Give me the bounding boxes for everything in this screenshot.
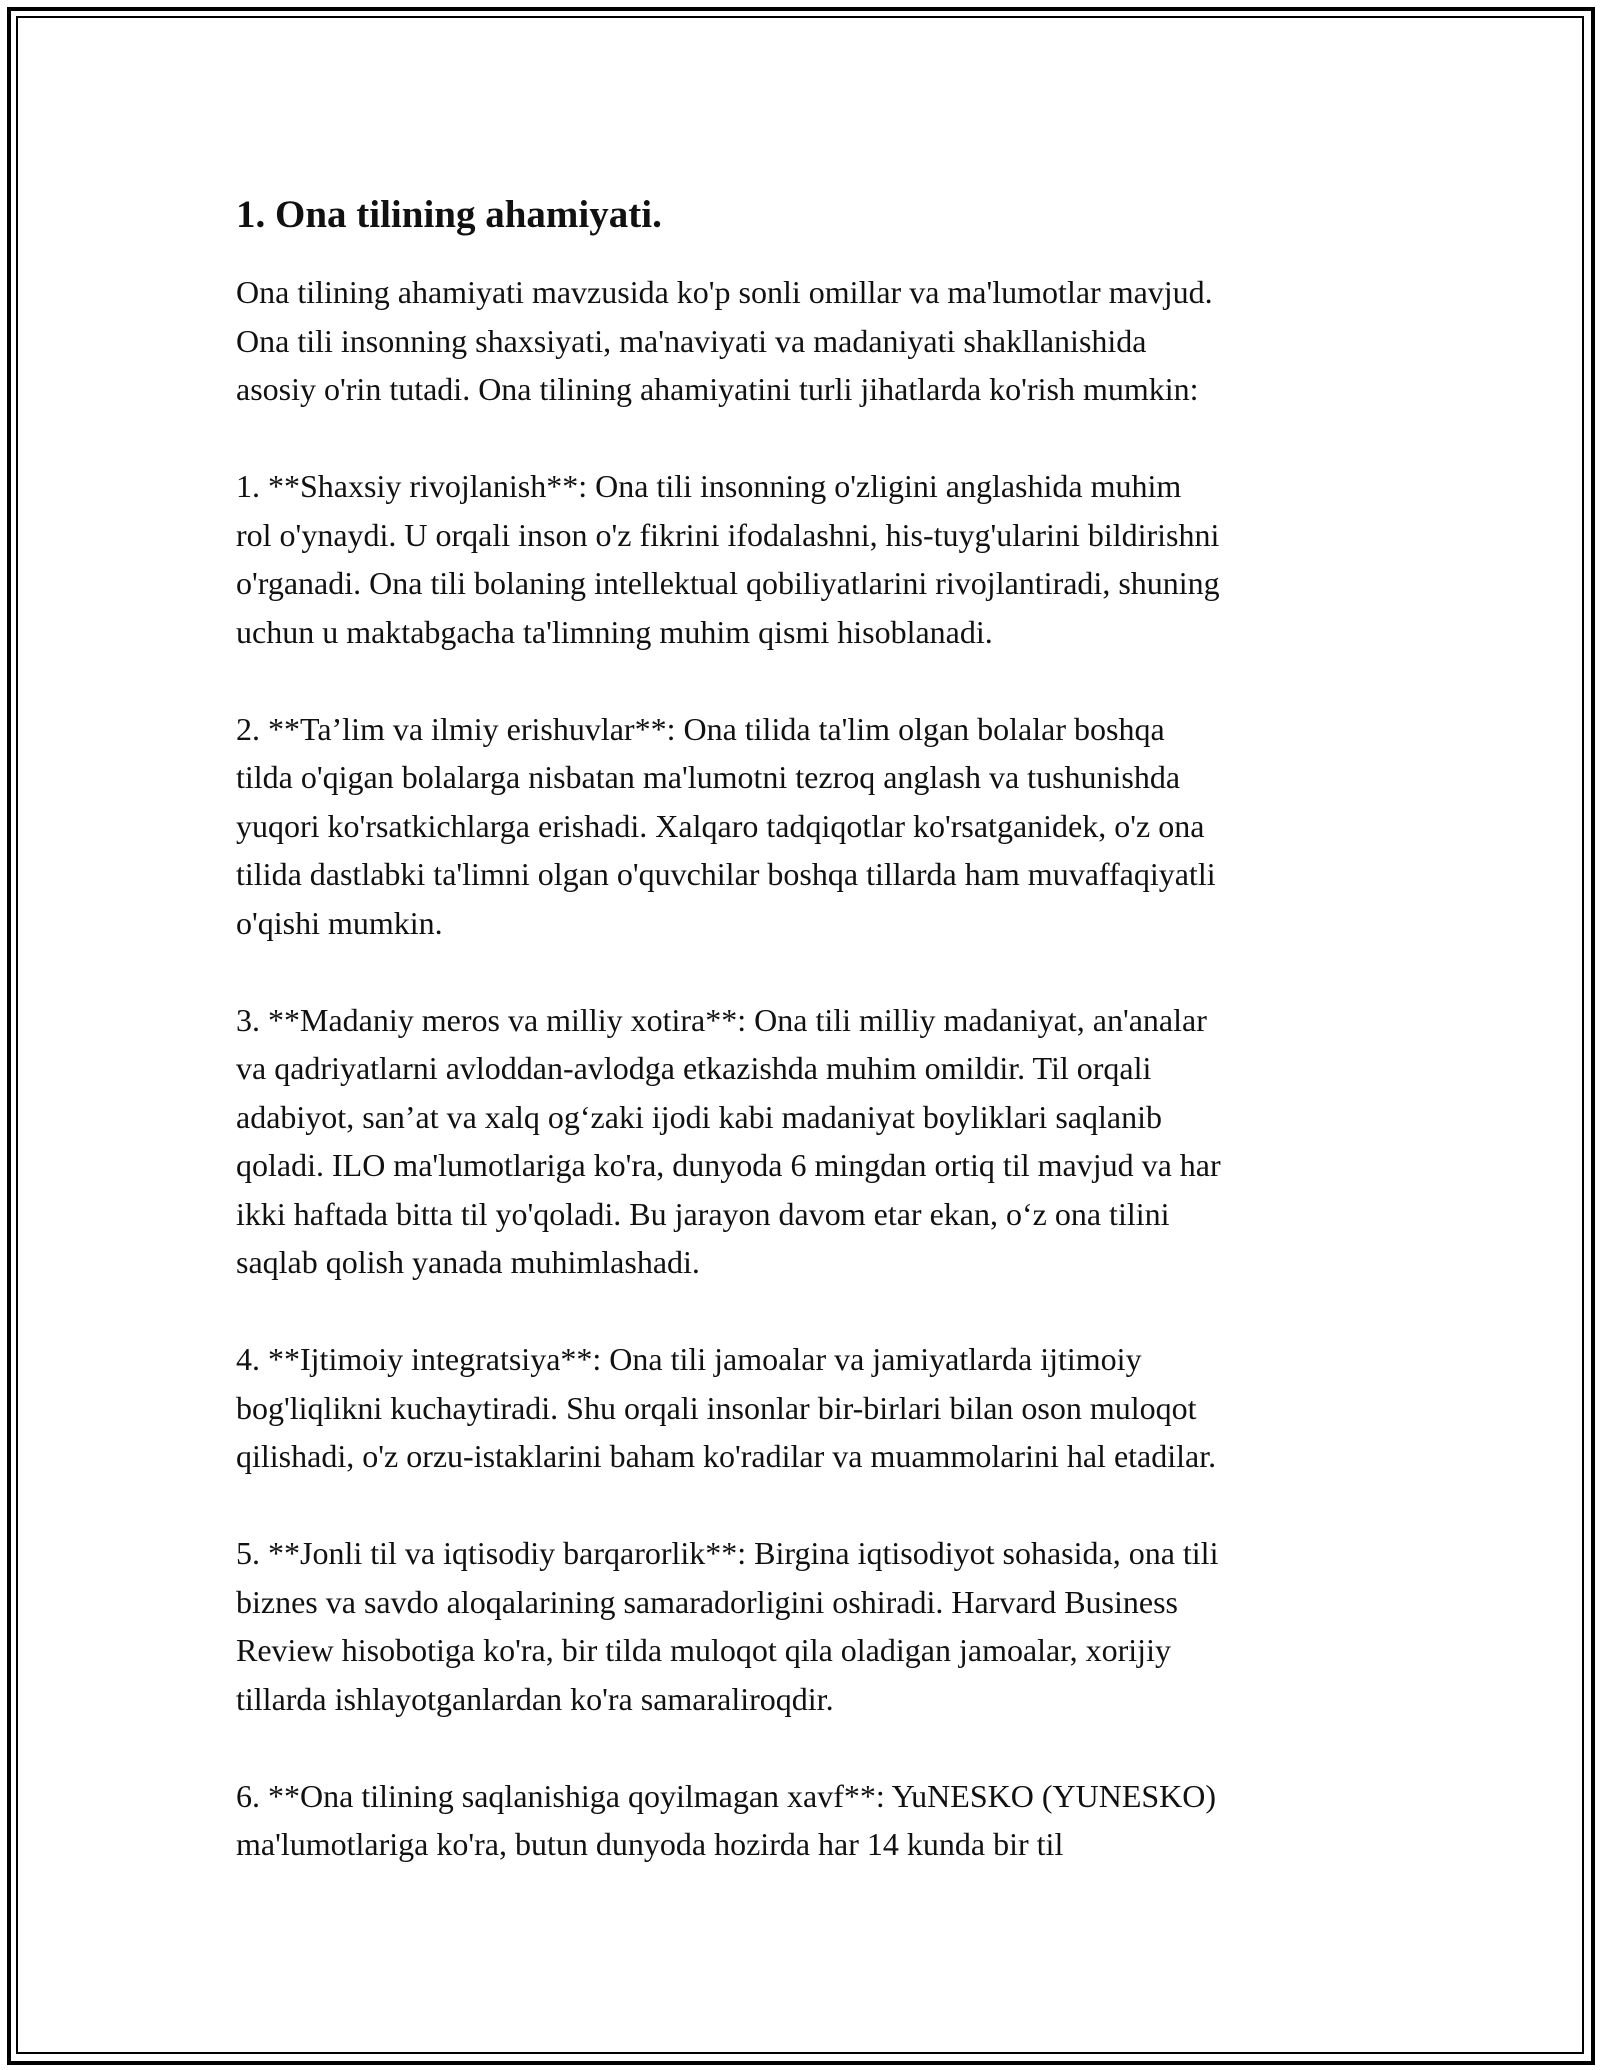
text-line: adabiyot, san’at va xalq og‘zaki ijodi kabi madaniyat boyliklari saqlanib	[236, 1098, 1162, 1135]
text-line: uchun u maktabgacha ta'limning muhim qismi hisoblanadi.	[236, 613, 993, 650]
text-line: tillarda ishlayotganlardan ko'ra samaraliroqdir.	[236, 1680, 834, 1717]
text-line: Ona tilining ahamiyati mavzusida ko'p sonli omillar va ma'lumotlar mavjud.	[236, 274, 1213, 310]
text-line: ikki haftada bitta til yo'qoladi. Bu jarayon davom etar ekan, o‘z ona tilini	[236, 1195, 1170, 1232]
paragraph-item-1	[236, 462, 1366, 656]
text-line: 2. **Ta’lim va ilmiy erishuvlar**: Ona tilida ta'lim olgan bolalar boshqa	[236, 710, 1165, 747]
paragraph-item-6	[236, 1772, 1366, 1869]
text-line: qoladi. ILO ma'lumotlariga ko'ra, dunyoda 6 mingdan ortiq til mavjud va har	[236, 1147, 1221, 1183]
paragraph-item-5	[236, 1529, 1366, 1723]
text-line: Review hisobotiga ko'ra, bir tilda muloqot qila oladigan jamoalar, xorijiy	[236, 1632, 1171, 1668]
text-line: 4. **Ijtimoiy integratsiya**: Ona tili jamoalar va jamiyatlarda ijtimoiy	[236, 1341, 1142, 1377]
text-line: tilda o'qigan bolalarga nisbatan ma'lumotni tezroq anglash va tushunishda	[236, 759, 1181, 795]
text-line: tilida dastlabki ta'limni olgan o'quvchilar boshqa tillarda ham muvaffaqiyatli	[236, 856, 1216, 892]
text-line: Ona tili insonning shaxsiyati, ma'naviyati va madaniyati shakllanishida	[236, 322, 1147, 359]
text-line: 3. **Madaniy meros va milliy xotira**: Ona tili milliy madaniyat, an'analar	[236, 1001, 1207, 1038]
text-line: bog'liqlikni kuchaytiradi. Shu orqali insonlar bir-birlari bilan oson muloqot	[236, 1389, 1197, 1426]
text-line: saqlab qolish yanada muhimlashadi.	[236, 1244, 700, 1280]
text-line: o'qishi mumkin.	[236, 904, 443, 941]
paragraph-intro	[236, 268, 1366, 414]
text-line: o'rganadi. Ona tili bolaning intellektual qobiliyatlarini rivojlantiradi, shuning	[236, 565, 1220, 601]
paragraph-item-4	[236, 1335, 1366, 1481]
text-line: rol o'ynaydi. U orqali inson o'z fikrini ifodalashni, his-tuyg'ularini bildirishni	[236, 516, 1220, 553]
text-line: ma'lumotlariga ko'ra, butun dunyoda hozirda har 14 kunda bir til	[236, 1826, 1064, 1862]
text-line: yuqori ko'rsatkichlarga erishadi. Xalqaro tadqiqotlar ko'rsatganidek, o'z ona	[236, 807, 1205, 844]
text-line: va qadriyatlarni avloddan-avlodga etkazishda muhim omildir. Til orqali	[236, 1050, 1152, 1086]
text-line: 6. **Ona tilining saqlanishiga qoyilmagan xavf**: YuNESKO (YUNESKO)	[236, 1777, 1217, 1814]
text-line: 1. **Shaxsiy rivojlanish**: Ona tili insonning o'zligini anglashida muhim	[236, 468, 1182, 504]
paragraph-item-2	[236, 705, 1366, 948]
document-body	[236, 190, 1366, 1917]
document-title: 1. Ona tilining ahamiyati.	[236, 193, 662, 236]
text-line: 5. **Jonli til va iqtisodiy barqarorlik**: Birgina iqtisodiyot sohasida, ona tili	[236, 1535, 1219, 1571]
text-line: biznes va savdo aloqalarining samaradorligini oshiradi. Harvard Business	[236, 1583, 1178, 1620]
text-line: qilishadi, o'z orzu-istaklarini baham ko'radilar va muammolarini hal etadilar.	[236, 1438, 1217, 1474]
paragraph-item-3	[236, 996, 1366, 1287]
text-line: asosiy o'rin tutadi. Ona tilining ahamiyatini turli jihatlarda ko'rish mumkin:	[236, 371, 1199, 407]
